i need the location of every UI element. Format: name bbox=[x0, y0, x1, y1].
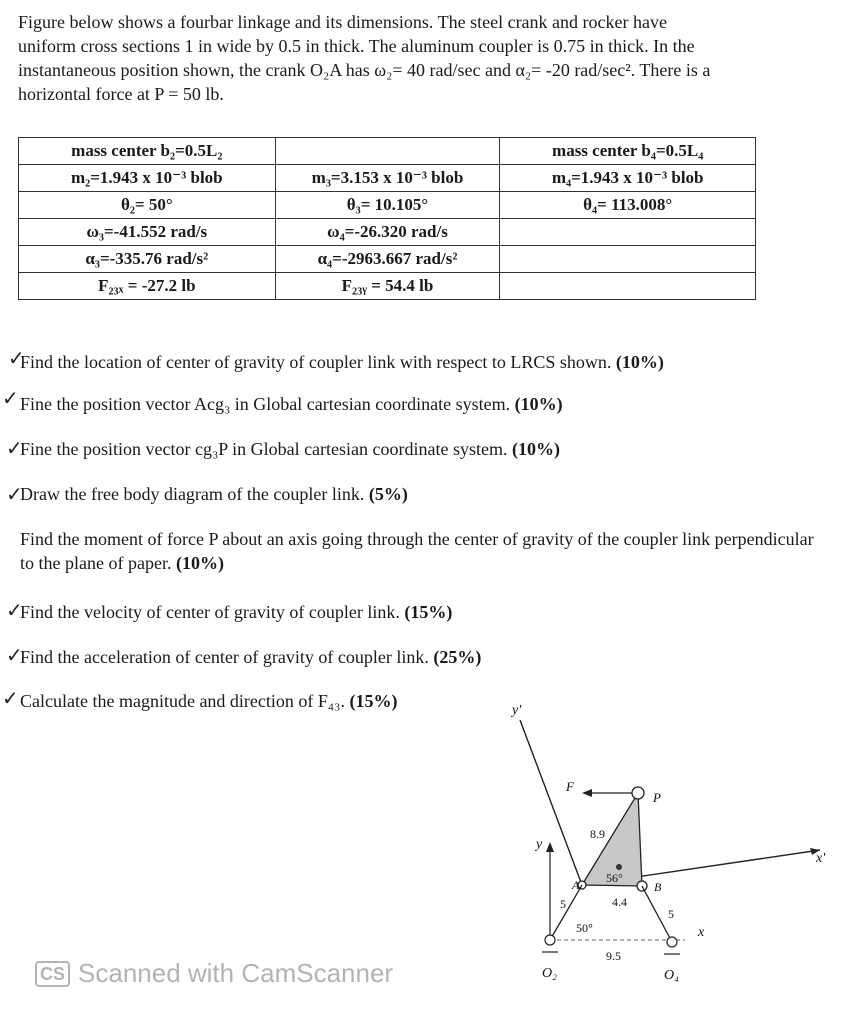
question-1 bbox=[20, 350, 830, 374]
question-text: Find the acceleration of center of gravity of coupler link. bbox=[20, 647, 429, 667]
x-axis-label: x bbox=[698, 925, 705, 940]
question-text: Fine the position vector cg₃P in Global cartesian coordinate system. bbox=[20, 439, 508, 459]
table-row bbox=[19, 219, 756, 246]
question-2 bbox=[20, 392, 830, 416]
table-cell: F₂₃ₓ = -27.2 lb bbox=[19, 273, 276, 300]
point-b-label: B bbox=[654, 880, 662, 894]
dim-5-right: 5 bbox=[668, 907, 674, 921]
question-text: Calculate the magnitude and direction of F₄₃. bbox=[20, 691, 345, 711]
table-row bbox=[19, 165, 756, 192]
dim-4-4: 4.4 bbox=[612, 895, 627, 909]
question-weight: (10%) bbox=[514, 394, 563, 414]
table-cell: θ₃= 10.105° bbox=[275, 192, 500, 219]
table-cell bbox=[500, 246, 756, 273]
y-axis-label: y bbox=[536, 837, 543, 852]
force-f-arrowhead bbox=[582, 789, 592, 797]
dim-5-left: 5 bbox=[560, 897, 566, 911]
problem-statement bbox=[18, 10, 848, 106]
x-prime-label: x' bbox=[816, 851, 826, 866]
point-a-label: A bbox=[572, 878, 580, 892]
y-prime-label: y' bbox=[512, 703, 522, 718]
parameters-table bbox=[18, 137, 756, 300]
question-weight: (10%) bbox=[615, 352, 664, 372]
table-cell: m₃=3.153 x 10⁻³ blob bbox=[275, 165, 500, 192]
checkmark-icon: ✓ bbox=[2, 386, 19, 410]
intro-line-4: horizontal force at P = 50 lb. bbox=[18, 84, 224, 104]
camscanner-logo: CS bbox=[35, 961, 70, 987]
ground-pivot-o4 bbox=[667, 937, 677, 947]
table-row bbox=[19, 246, 756, 273]
table-cell bbox=[500, 273, 756, 300]
checkmark-icon: ✓ bbox=[6, 482, 23, 506]
table-cell: mass center b₂=0.5L₂ bbox=[19, 138, 276, 165]
table-row bbox=[19, 273, 756, 300]
checkmark-icon: ✓ bbox=[6, 436, 23, 460]
dim-8-9: 8.9 bbox=[590, 827, 605, 841]
question-weight: (15%) bbox=[349, 691, 398, 711]
question-weight: (25%) bbox=[433, 647, 482, 667]
table-cell bbox=[275, 138, 500, 165]
checkmark-icon: ✓ bbox=[8, 346, 25, 370]
table-cell: θ₂= 50° bbox=[19, 192, 276, 219]
question-4 bbox=[20, 482, 830, 506]
question-6 bbox=[20, 600, 830, 624]
question-weight: (10%) bbox=[175, 553, 224, 573]
table-cell: ω₄=-26.320 rad/s bbox=[275, 219, 500, 246]
table-cell: mass center b₄=0.5L₄ bbox=[500, 138, 756, 165]
question-text: Find the velocity of center of gravity of coupler link. bbox=[20, 602, 400, 622]
force-f-label: F bbox=[566, 779, 574, 794]
o4-label: O₄ bbox=[664, 968, 679, 983]
table-cell: m₂=1.943 x 10⁻³ blob bbox=[19, 165, 276, 192]
dim-56-deg: 56° bbox=[606, 871, 623, 885]
question-text: Draw the free body diagram of the coupler link. bbox=[20, 484, 365, 504]
checkmark-icon: ✓ bbox=[2, 686, 19, 710]
y-prime-axis bbox=[520, 720, 582, 885]
coupler-cg-marker bbox=[616, 864, 622, 870]
intro-line-3: instantaneous position shown, the crank O₂A has ω₂= 40 rad/sec and α₂= -20 rad/sec². There is a bbox=[18, 60, 711, 80]
table-cell: m₄=1.943 x 10⁻³ blob bbox=[500, 165, 756, 192]
joint-p bbox=[632, 787, 644, 799]
table-cell: θ₄= 113.008° bbox=[500, 192, 756, 219]
y-axis-arrowhead bbox=[546, 842, 554, 852]
table-cell: ω₃=-41.552 rad/s bbox=[19, 219, 276, 246]
fourbar-linkage-diagram bbox=[490, 690, 858, 1000]
question-weight: (10%) bbox=[512, 439, 560, 459]
table-cell: F₂₃ᵧ = 54.4 lb bbox=[275, 273, 500, 300]
camscanner-watermark bbox=[35, 958, 393, 989]
table-cell: α₄=-2963.667 rad/s² bbox=[275, 246, 500, 273]
checkmark-icon: ✓ bbox=[6, 598, 23, 622]
dim-50-deg: 50° bbox=[576, 921, 593, 935]
intro-line-2: uniform cross sections 1 in wide by 0.5 in thick. The aluminum coupler is 0.75 in thick. In the bbox=[18, 36, 695, 56]
question-7 bbox=[20, 645, 830, 669]
table-row bbox=[19, 138, 756, 165]
question-5 bbox=[20, 527, 820, 575]
table-cell: α₃=-335.76 rad/s² bbox=[19, 246, 276, 273]
question-weight: (15%) bbox=[404, 602, 453, 622]
question-3 bbox=[20, 437, 830, 461]
table-cell bbox=[500, 219, 756, 246]
question-weight: (5%) bbox=[368, 484, 408, 504]
intro-line-1: Figure below shows a fourbar linkage and its dimensions. The steel crank and rocker have bbox=[18, 12, 667, 32]
question-text: Find the location of center of gravity of coupler link with respect to LRCS shown. bbox=[20, 352, 612, 372]
point-p-label: P bbox=[653, 790, 661, 805]
question-text: Find the moment of force P about an axis going through the center of gravity of the coupler link perpendicular to the plane of paper. bbox=[20, 529, 814, 573]
table-row bbox=[19, 192, 756, 219]
question-text: Fine the position vector Acg₃ in Global cartesian coordinate system. bbox=[20, 394, 511, 414]
ground-pivot-o2 bbox=[545, 935, 555, 945]
watermark-text: Scanned with CamScanner bbox=[78, 958, 394, 988]
o2-label: O₂ bbox=[542, 966, 557, 981]
checkmark-icon: ✓ bbox=[6, 643, 23, 667]
dim-9-5: 9.5 bbox=[606, 949, 621, 963]
